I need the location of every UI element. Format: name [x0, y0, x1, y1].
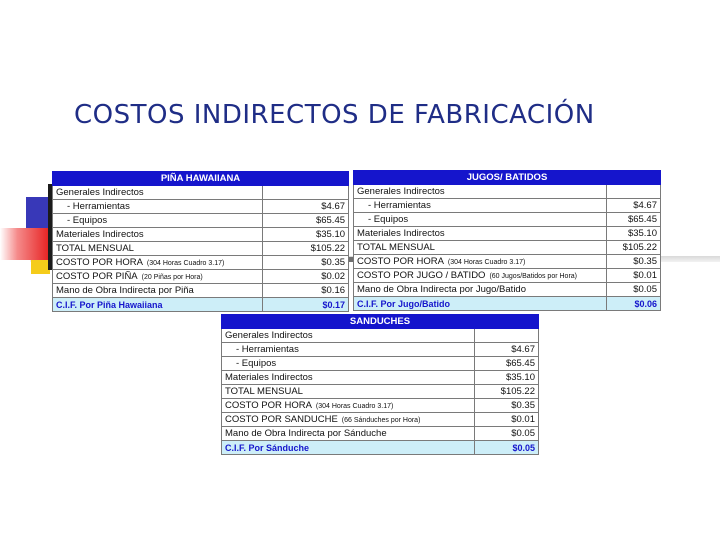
- row-note: (20 Piñas por Hora): [141, 274, 203, 281]
- table-header: SANDUCHES: [222, 315, 539, 329]
- sanduches-table: [221, 314, 539, 455]
- table-row: [354, 213, 661, 227]
- row-value: $35.10: [475, 371, 539, 385]
- row-label: - Equipos: [354, 213, 607, 227]
- row-note: (66 Sánduches por Hora): [341, 417, 421, 424]
- row-label: - Equipos: [222, 357, 475, 371]
- row-value: $0.01: [607, 269, 661, 283]
- row-value: $4.67: [263, 200, 349, 214]
- table-row: [354, 199, 661, 213]
- table-row: [222, 371, 539, 385]
- total-value: $0.05: [475, 441, 539, 455]
- table-row: [53, 228, 349, 242]
- table-row: [53, 270, 349, 284]
- total-label: C.I.F. Por Sánduche: [222, 441, 475, 455]
- row-label: COSTO POR JUGO / BATIDO: [357, 270, 486, 281]
- row-label: Materiales Indirectos: [53, 228, 263, 242]
- row-label: - Herramientas: [354, 199, 607, 213]
- row-value: $0.02: [263, 270, 349, 284]
- table-row: [222, 357, 539, 371]
- row-label-cell: [354, 255, 607, 269]
- row-value: $0.05: [475, 427, 539, 441]
- table-row: [222, 427, 539, 441]
- row-label-cell: [53, 270, 263, 284]
- table-row: [354, 227, 661, 241]
- table-row: [354, 241, 661, 255]
- total-label: C.I.F. Por Piña Hawaiiana: [53, 298, 263, 312]
- table-row: [53, 256, 349, 270]
- row-value: $65.45: [475, 357, 539, 371]
- table-row: [354, 283, 661, 297]
- row-label-cell: [53, 256, 263, 270]
- row-note: (304 Horas Cuadro 3.17): [315, 403, 394, 410]
- row-label: COSTO POR PIÑA: [56, 271, 138, 282]
- row-label: COSTO POR HORA: [357, 256, 444, 267]
- decorative-blue-square: [26, 197, 49, 231]
- table-header-row: [354, 171, 661, 185]
- row-value: $35.10: [263, 228, 349, 242]
- table-header: JUGOS/ BATIDOS: [354, 171, 661, 185]
- row-note: (304 Horas Cuadro 3.17): [146, 260, 225, 267]
- row-label: - Herramientas: [53, 200, 263, 214]
- table-row: [222, 385, 539, 399]
- row-label: Generales Indirectos: [354, 185, 607, 199]
- row-label: Materiales Indirectos: [222, 371, 475, 385]
- table-row: [354, 185, 661, 199]
- row-value: [263, 186, 349, 200]
- table-row: [222, 413, 539, 427]
- total-value: $0.06: [607, 297, 661, 311]
- decorative-red-square: [0, 228, 50, 260]
- row-label: COSTO POR HORA: [225, 400, 312, 411]
- row-note: (304 Horas Cuadro 3.17): [447, 259, 526, 266]
- row-value: $35.10: [607, 227, 661, 241]
- row-label: Mano de Obra Indirecta por Sánduche: [222, 427, 475, 441]
- row-label: COSTO POR SANDUCHE: [225, 414, 338, 425]
- table-row: [53, 214, 349, 228]
- row-value: $65.45: [607, 213, 661, 227]
- jugos-batidos-table: [353, 170, 661, 311]
- table-row: [354, 255, 661, 269]
- pina-hawaiiana-table: [52, 171, 349, 312]
- row-value: $0.01: [475, 413, 539, 427]
- row-label: COSTO POR HORA: [56, 257, 143, 268]
- row-label-cell: [354, 269, 607, 283]
- table-header-row: [222, 315, 539, 329]
- table-total-row: [53, 298, 349, 312]
- table-row: [222, 329, 539, 343]
- table-header-row: [53, 172, 349, 186]
- table-header: PIÑA HAWAIIANA: [53, 172, 349, 186]
- row-label: TOTAL MENSUAL: [53, 242, 263, 256]
- row-value: $4.67: [607, 199, 661, 213]
- row-value: $0.16: [263, 284, 349, 298]
- table-row: [53, 242, 349, 256]
- row-value: $105.22: [263, 242, 349, 256]
- table-total-row: [222, 441, 539, 455]
- row-label: Generales Indirectos: [53, 186, 263, 200]
- row-value: $0.35: [475, 399, 539, 413]
- row-value: $0.35: [607, 255, 661, 269]
- row-value: [607, 185, 661, 199]
- table-row: [222, 343, 539, 357]
- row-label-cell: [222, 413, 475, 427]
- row-label: Mano de Obra Indirecta por Piña: [53, 284, 263, 298]
- row-label: - Herramientas: [222, 343, 475, 357]
- total-value: $0.17: [263, 298, 349, 312]
- row-label: Materiales Indirectos: [354, 227, 607, 241]
- row-value: [475, 329, 539, 343]
- row-value: $4.67: [475, 343, 539, 357]
- table-row: [53, 186, 349, 200]
- slide-title: COSTOS INDIRECTOS DE FABRICACIÓN: [74, 100, 595, 130]
- row-label: TOTAL MENSUAL: [222, 385, 475, 399]
- row-label: - Equipos: [53, 214, 263, 228]
- table-row: [53, 284, 349, 298]
- table-row: [53, 200, 349, 214]
- row-value: $105.22: [607, 241, 661, 255]
- total-label: C.I.F. Por Jugo/Batido: [354, 297, 607, 311]
- row-label: Generales Indirectos: [222, 329, 475, 343]
- table-row: [354, 269, 661, 283]
- table-row: [222, 399, 539, 413]
- row-value: $0.05: [607, 283, 661, 297]
- row-note: (60 Jugos/Batidos por Hora): [489, 273, 577, 280]
- row-label-cell: [222, 399, 475, 413]
- row-value: $65.45: [263, 214, 349, 228]
- row-label: Mano de Obra Indirecta por Jugo/Batido: [354, 283, 607, 297]
- row-value: $105.22: [475, 385, 539, 399]
- row-value: $0.35: [263, 256, 349, 270]
- row-label: TOTAL MENSUAL: [354, 241, 607, 255]
- table-total-row: [354, 297, 661, 311]
